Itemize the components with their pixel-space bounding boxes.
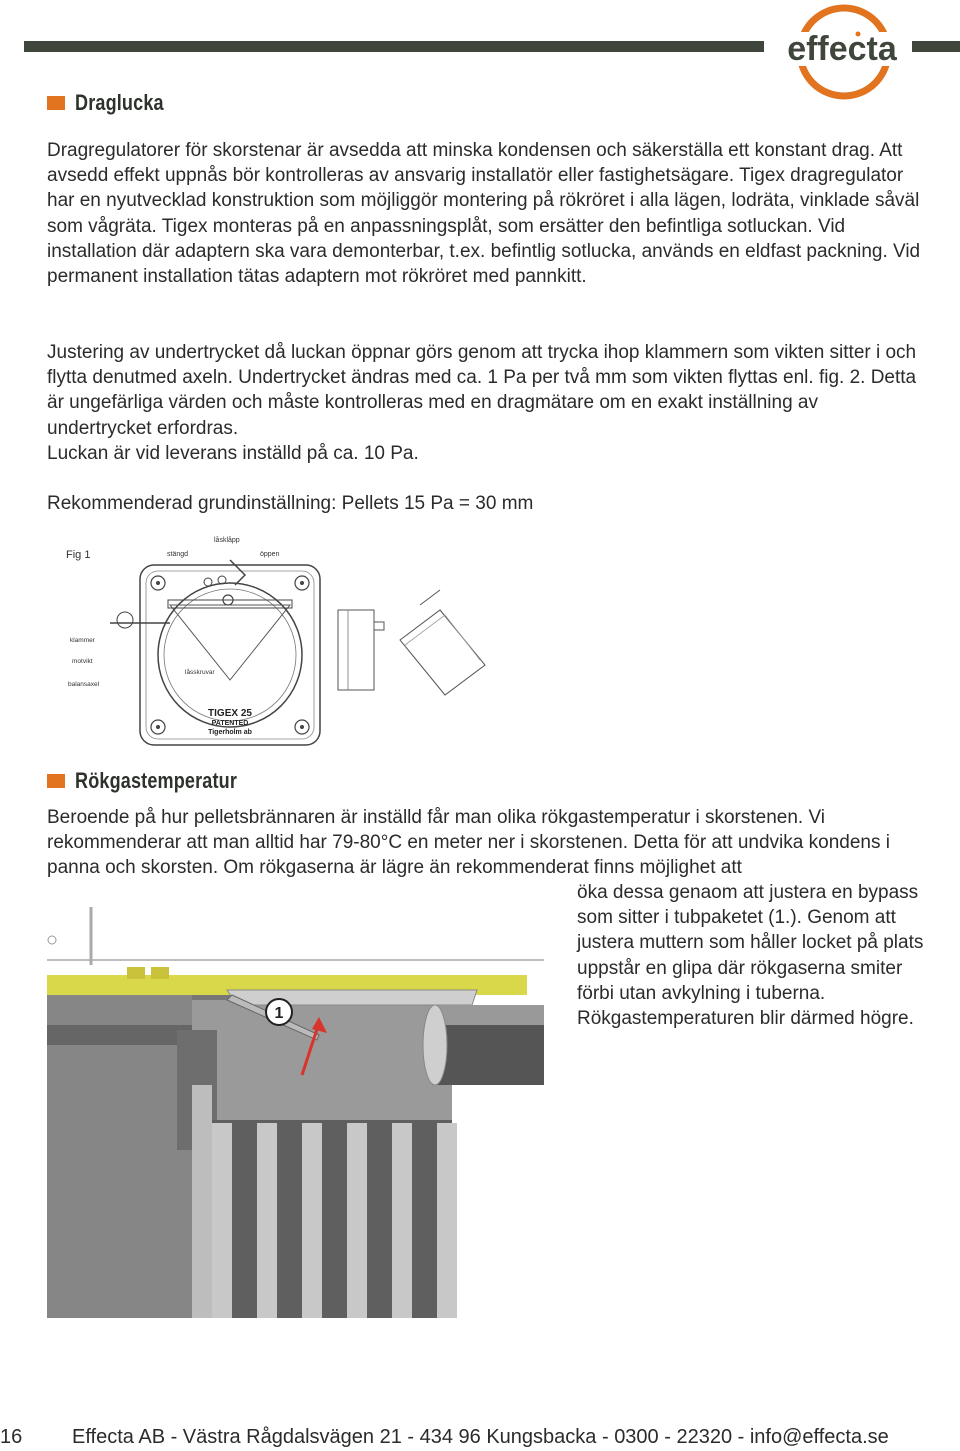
footer-contact: Effecta AB - Västra Rågdalsvägen 21 - 434 96 Kungsbacka - 0300 - 22320 - info@effecta.se xyxy=(72,1426,889,1448)
paragraph-intro: Dragregulatorer för skorstenar är avsedda att minska kondensen och säkerställa ett konstant drag. Att avsedd effekt uppnås bör kontrolleras av ansvarig installatör eller fastighetsägare. Tigex dragregulator har en nyutvecklad konstruktion som möjliggör montering på rökröret i alla lägen, lodräta, vinklade såväl som vågräta. Tigex monteras på en anpassningsplåt, som ersätter den befintliga sotluckan. Vid installation där adaptern ska vara demonterbar, t.ex. befintlig sotlucka, används en eldfast packning. Vid permanent installation tätas adaptern mot rökröret med pannkitt. xyxy=(47,140,921,288)
paragraph-recommended: Rekommenderad grundinställning: Pellets 15 Pa = 30 mm xyxy=(47,493,534,514)
paragraph-bypass: öka dessa genaom att justera en bypass som sitter i tubpaketet (1.). Genom att justera muttern som håller locket på plats uppstår en glipa där rökgaserna smiter förbi utan avkylning i tuberna. Rökgastemperaturen blir därmed högre. xyxy=(577,882,924,1030)
header-bar-right xyxy=(912,41,960,52)
page-number: 16 xyxy=(0,1426,23,1448)
heading-title: Draglucka xyxy=(75,90,164,115)
svg-text:stängd: stängd xyxy=(167,551,189,558)
logo-text: effecta xyxy=(787,30,897,68)
svg-text:balansaxel: balansaxel xyxy=(68,681,100,688)
svg-text:öppen: öppen xyxy=(260,551,280,558)
paragraph-flue-temperature: Beroende på hur pelletsbrännaren är inställd får man olika rökgastemperatur i skorstenen. Vi rekommenderar att man alltid har 79-80°C en meter ner i skorstenen. Detta för att undvika kondens i panna och skorsten. Om rökgaserna är lägre än rekommenderat finns möjlighet att xyxy=(47,807,890,879)
svg-text:låsskruvar: låsskruvar xyxy=(185,669,215,676)
header-bar xyxy=(24,41,764,52)
svg-text:motvikt: motvikt xyxy=(72,658,93,665)
section-heading-rokgastemperatur xyxy=(47,768,273,794)
figure-1-damper xyxy=(60,530,500,752)
heading-bullet xyxy=(47,96,65,110)
section-heading-draglucka xyxy=(47,90,183,116)
svg-text:PATENTED: PATENTED xyxy=(211,720,249,727)
heading-bullet xyxy=(47,774,65,788)
svg-text:Tigerholm ab: Tigerholm ab xyxy=(208,729,252,736)
fig2-marker: 1 xyxy=(274,1005,284,1022)
fig1-label: Fig 1 xyxy=(66,549,91,561)
paragraph-adjustment: Justering av undertrycket då luckan öppnar görs genom att trycka ihop klammern som vikten sitter i och flytta denutmed axeln. Undertrycket ändras med ca. 1 Pa per två mm som vikten flyttas enl. fig. 2. Detta är ungefärliga värden och måste kontrolleras med en dragmätare om en exakt inställning av undertrycket erfordras. Luckan är vid leverans inställd på ca. 10 Pa. xyxy=(47,342,917,464)
heading-title: Rökgastemperatur xyxy=(75,768,238,793)
svg-text:TIGEX 25: TIGEX 25 xyxy=(208,708,252,719)
svg-text:klammer: klammer xyxy=(70,637,95,644)
figure-2-boiler xyxy=(47,905,544,1318)
effecta-logo xyxy=(778,0,908,104)
svg-text:låsklåpp: låsklåpp xyxy=(214,537,240,544)
